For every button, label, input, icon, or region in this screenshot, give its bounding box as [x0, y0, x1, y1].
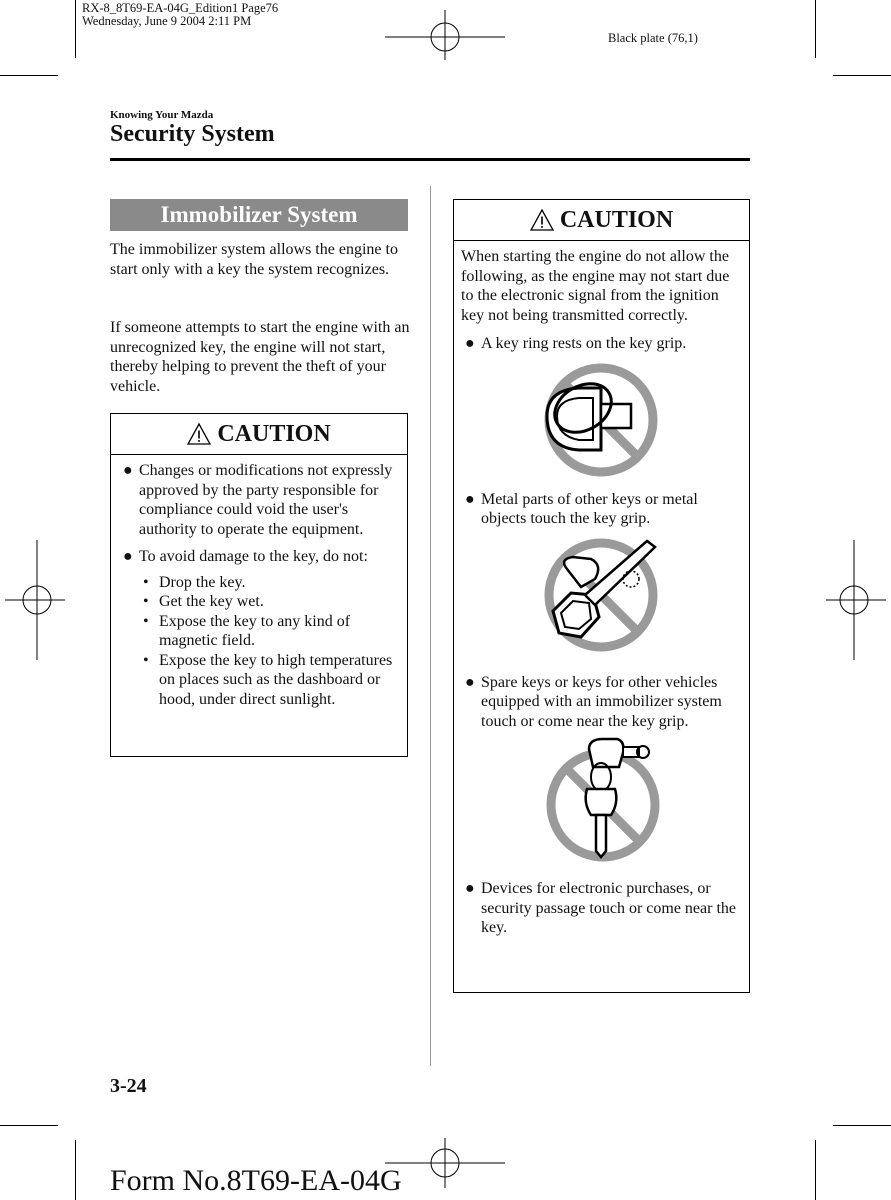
crop-mark — [833, 1125, 891, 1126]
list-item: ● A key ring rests on the key grip. — [465, 335, 687, 352]
prohibited-metal-contact-illustration — [461, 529, 741, 669]
crop-mark — [815, 1140, 816, 1200]
caution-intro: When starting the engine do not allow the following, as the engine may not start due to the electronic signal from the ignition key not being transmitted correctly. — [461, 248, 730, 324]
caution-list — [461, 673, 741, 732]
sub-item-text: Expose the key to any kind of magnetic field. — [159, 612, 351, 649]
crop-mark — [833, 75, 891, 76]
sub-item-text: Expose the key to high temperatures on places such as the dashboard or hood, under direct sunlight. — [159, 651, 393, 708]
print-header — [82, 2, 278, 28]
plate-label: Black plate (76,1) — [608, 31, 698, 45]
theft-paragraph: If someone attempts to start the engine with an unrecognized key, the engine will not start, thereby helping to prevent the theft of your vehicle. — [110, 319, 410, 395]
list-item: • Drop the key. — [143, 573, 246, 591]
print-header-date: Wednesday, June 9 2004 2:11 PM — [82, 14, 252, 28]
caution-header — [454, 200, 749, 241]
immobilizer-banner: Immobilizer System — [110, 199, 408, 231]
column-divider — [430, 186, 431, 1066]
caution-list — [461, 490, 741, 529]
crop-mark — [0, 1125, 58, 1126]
bullet-text: Metal parts of other keys or metal objects touch the key grip. — [481, 490, 698, 527]
list-item: • Expose the key to high temperatures on places such as the dashboard or hood, under direct sunlight. — [143, 651, 393, 708]
sub-item-text: Get the key wet. — [159, 593, 264, 610]
caution-header — [111, 414, 407, 455]
bullet-text: Devices for electronic purchases, or security passage touch or come near the key. — [481, 880, 737, 936]
bullet-text: Spare keys or keys for other vehicles equipped with an immobilizer system touch or come near the key grip. — [481, 673, 722, 730]
prohibited-key-ring-illustration — [461, 354, 741, 484]
bullet-text: Changes or modifications not expressly approved by the party responsible for compliance could void the user's authority to operate the equipment. — [139, 462, 393, 538]
crop-mark — [815, 0, 816, 58]
sub-list — [139, 573, 399, 710]
page-number: 3-24 — [110, 1075, 147, 1097]
list-item: ● Devices for electronic purchases, or security passage touch or come near the key. — [465, 880, 737, 936]
title-rule — [110, 158, 750, 161]
list-item: ● Spare keys or keys for other vehicles equipped with an immobilizer system touch or come near the key grip. — [465, 673, 722, 730]
registration-mark-left — [5, 540, 65, 660]
caution-title: CAUTION — [559, 206, 674, 233]
list-item: ● Metal parts of other keys or metal objects touch the key grip. — [465, 490, 698, 527]
list-item: ● Changes or modifications not expressly approved by the party responsible for compliance could void the user's authority to operate the equipment. — [123, 462, 393, 538]
warning-triangle-icon — [187, 423, 211, 445]
form-number: Form No.8T69-EA-04G — [110, 1164, 402, 1197]
intro-paragraph: The immobilizer system allows the engine to start only with a key the system recognizes. — [110, 241, 398, 278]
caution-list — [461, 879, 741, 938]
print-header-file: RX-8_8T69-EA-04G_Edition1 Page76 — [82, 1, 279, 15]
registration-mark-right — [826, 540, 886, 660]
caution-box-left — [110, 413, 408, 757]
bullet-text: A key ring rests on the key grip. — [481, 335, 687, 352]
crop-mark — [75, 0, 76, 58]
caution-box-right — [453, 199, 750, 993]
caution-title: CAUTION — [217, 420, 331, 447]
list-item: • Expose the key to any kind of magnetic field. — [143, 612, 351, 649]
crop-mark — [0, 75, 58, 76]
list-item: ● To avoid damage to the key, do not: • Drop the key. • Get the key wet. • Expose the key to any kind of magnetic field. • Expose the key to high temperatures on places such as the dashboard or hood, under direct sunlight. — [119, 547, 399, 709]
registration-mark-top — [385, 10, 505, 60]
registration-mark-bottom — [385, 1138, 505, 1188]
section-label: Knowing Your Mazda — [110, 109, 214, 121]
crop-mark — [75, 1140, 76, 1200]
caution-list — [461, 334, 741, 354]
list-item: • Get the key wet. — [143, 593, 264, 610]
sub-item-text: Drop the key. — [159, 573, 246, 591]
caution-list — [111, 455, 407, 709]
page-title: Security System — [110, 121, 275, 147]
bullet-text: To avoid damage to the key, do not: — [139, 548, 368, 565]
prohibited-spare-keys-illustration — [461, 731, 741, 871]
warning-triangle-icon — [530, 209, 554, 231]
